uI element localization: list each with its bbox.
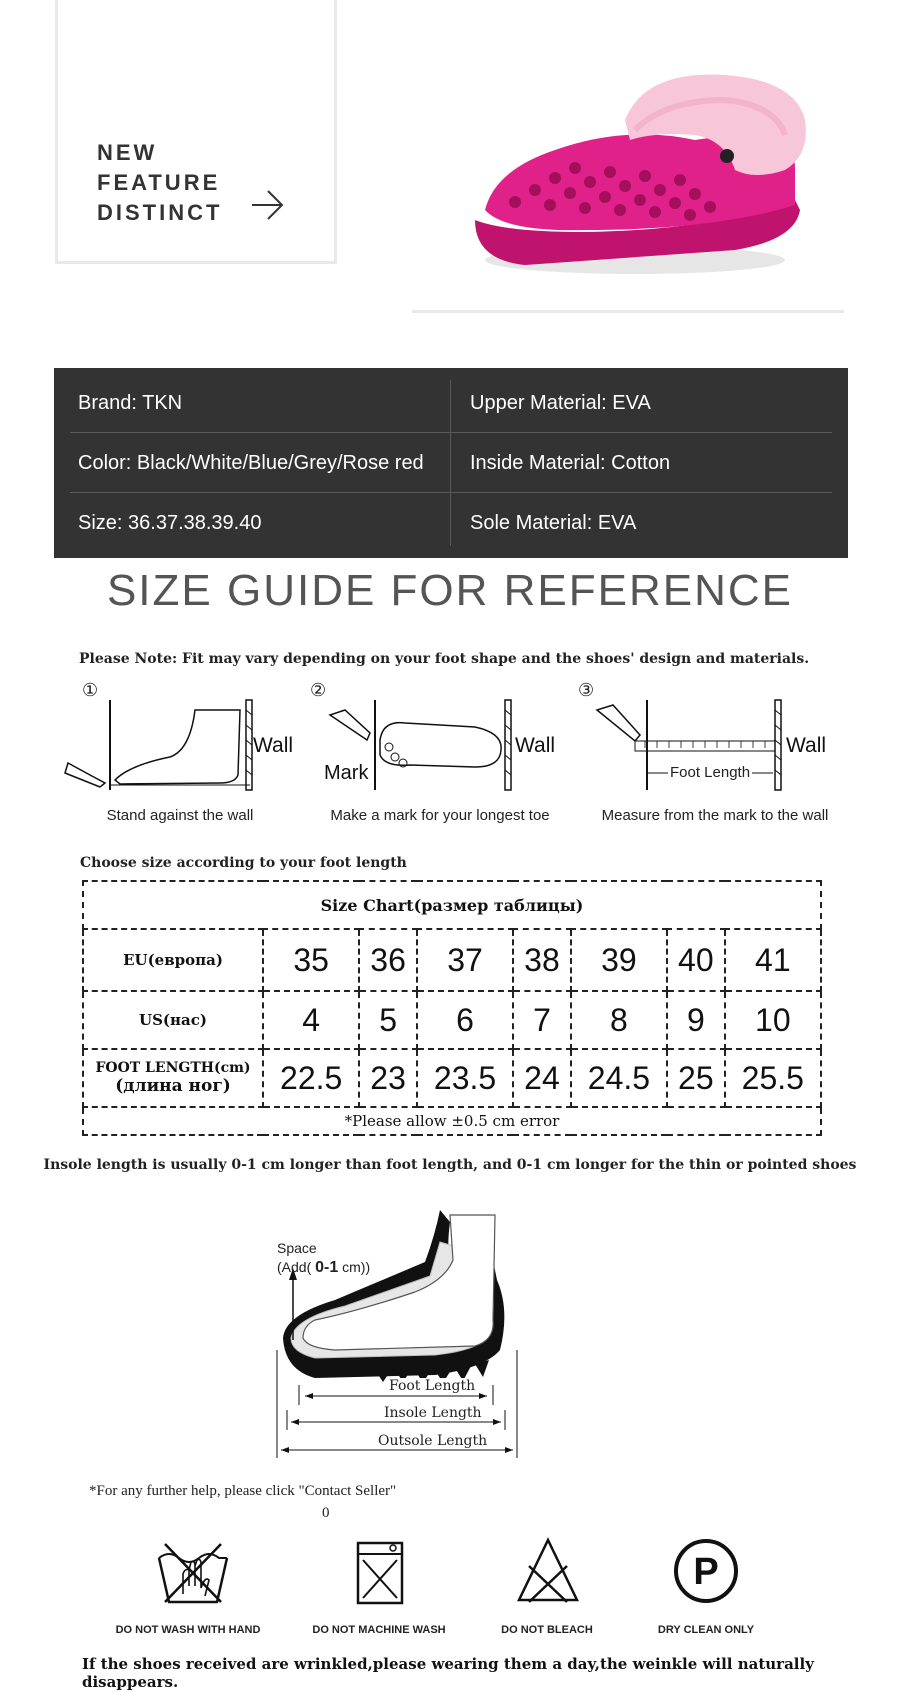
- feature-text: [97, 138, 222, 228]
- contact-seller-note: *For any further help, please click "Contact Seller": [89, 1483, 397, 1499]
- step-1-number: ①: [82, 680, 99, 700]
- step-3-caption: Measure from the mark to the wall: [601, 807, 829, 824]
- space-add-label: [277, 1259, 370, 1277]
- feature-line-feature: FEATURE: [97, 170, 221, 195]
- shoe-section-diagram: [275, 1200, 595, 1460]
- size-guide-title: SIZE GUIDE FOR REFERENCE: [106, 566, 794, 615]
- foot-cell: 25: [667, 1049, 725, 1107]
- insole-length-label: Insole Length: [381, 1405, 485, 1421]
- step-1-wall-label: Wall: [253, 734, 294, 757]
- step-2-number: ②: [310, 680, 327, 700]
- step-1-illustration: [60, 695, 280, 795]
- eu-cell: 40: [667, 929, 725, 991]
- spec-divider-vertical: [450, 380, 451, 546]
- foot-length-label-ru: (длина ног): [115, 1076, 231, 1096]
- foot-cell: 23.5: [417, 1049, 513, 1107]
- dry-clean-symbol: P: [693, 1551, 719, 1593]
- spec-size: Size: 36.37.38.39.40: [78, 512, 262, 534]
- spec-inside-material: Inside Material: Cotton: [470, 452, 671, 474]
- stray-zero: 0: [322, 1505, 330, 1521]
- arrow-right-icon: [250, 188, 286, 222]
- eu-cell: 41: [725, 929, 821, 991]
- care-label-dry-clean: DRY CLEAN ONLY: [657, 1624, 755, 1636]
- foot-cell: 25.5: [725, 1049, 821, 1107]
- space-label: Space: [277, 1240, 317, 1256]
- spec-brand: Brand: TKN: [78, 392, 183, 414]
- foot-cell: 24: [513, 1049, 571, 1107]
- us-cell: 10: [725, 991, 821, 1049]
- spec-divider: [70, 492, 832, 493]
- step-3-foot-length-label: Foot Length: [670, 764, 751, 781]
- spec-table: [54, 368, 848, 558]
- us-row-label: US(нас): [83, 991, 263, 1049]
- step-3-wall-label: Wall: [786, 734, 827, 757]
- us-cell: 7: [513, 991, 571, 1049]
- size-chart-title: Size Chart(размер таблицы): [83, 881, 821, 929]
- space-add-suffix: cm)): [338, 1259, 371, 1275]
- care-label-hand-wash: DO NOT WASH WITH HAND: [115, 1624, 261, 1636]
- space-add-value: 0-1: [315, 1259, 339, 1276]
- eu-cell: 39: [571, 929, 667, 991]
- step-2-caption: Make a mark for your longest toe: [330, 807, 550, 824]
- spec-upper-material: Upper Material: EVA: [470, 392, 651, 414]
- step-1-caption: Stand against the wall: [106, 807, 254, 824]
- us-cell: 6: [417, 991, 513, 1049]
- foot-cell: 23: [359, 1049, 417, 1107]
- spec-color: Color: Black/White/Blue/Grey/Rose red: [78, 452, 424, 474]
- foot-length-diagram-label: Foot Length: [386, 1378, 478, 1394]
- feature-line-new: NEW: [97, 140, 158, 165]
- size-chart-footnote: *Please allow ±0.5 cm error: [83, 1107, 821, 1135]
- eu-cell: 36: [359, 929, 417, 991]
- shoe-image: [465, 60, 825, 290]
- no-hand-wash-icon: [155, 1540, 231, 1606]
- us-cell: 9: [667, 991, 725, 1049]
- eu-cell: 38: [513, 929, 571, 991]
- step-2-mark-label: Mark: [324, 762, 369, 784]
- step-3-number: ③: [578, 680, 595, 700]
- us-cell: 5: [359, 991, 417, 1049]
- no-machine-wash-icon: [355, 1540, 405, 1606]
- space-add-prefix: (Add(: [277, 1259, 316, 1275]
- spec-sole-material: Sole Material: EVA: [470, 512, 637, 534]
- eu-cell: 37: [417, 929, 513, 991]
- care-label-bleach: DO NOT BLEACH: [501, 1624, 593, 1636]
- us-cell: 8: [571, 991, 667, 1049]
- dry-clean-icon: [673, 1538, 739, 1604]
- care-label-machine-wash: DO NOT MACHINE WASH: [312, 1624, 446, 1636]
- feature-line-distinct: DISTINCT: [97, 200, 223, 225]
- foot-length-label: FOOT LENGTH(cm): [95, 1060, 251, 1076]
- size-chart-table: [82, 880, 822, 1136]
- no-bleach-icon: [515, 1536, 581, 1606]
- spec-divider: [70, 432, 832, 433]
- choose-size-note: Choose size according to your foot length: [80, 855, 407, 871]
- foot-cell: 22.5: [263, 1049, 359, 1107]
- outsole-length-label: Outsole Length: [375, 1433, 490, 1449]
- wrinkle-note: If the shoes received are wrinkled,please wearing them a day,the weinkle will naturally disappears.: [82, 1655, 814, 1691]
- step-2-wall-label: Wall: [515, 734, 556, 757]
- foot-cell: 24.5: [571, 1049, 667, 1107]
- insole-note: Insole length is usually 0-1 cm longer than foot length, and 0-1 cm longer for the thin or pointed shoes: [43, 1157, 857, 1173]
- eu-cell: 35: [263, 929, 359, 991]
- eu-row-label: EU(европа): [83, 929, 263, 991]
- please-note: Please Note: Fit may vary depending on your foot shape and the shoes' design and materials.: [79, 651, 810, 667]
- hero-divider: [412, 310, 844, 313]
- foot-length-row-label: [83, 1049, 263, 1107]
- us-cell: 4: [263, 991, 359, 1049]
